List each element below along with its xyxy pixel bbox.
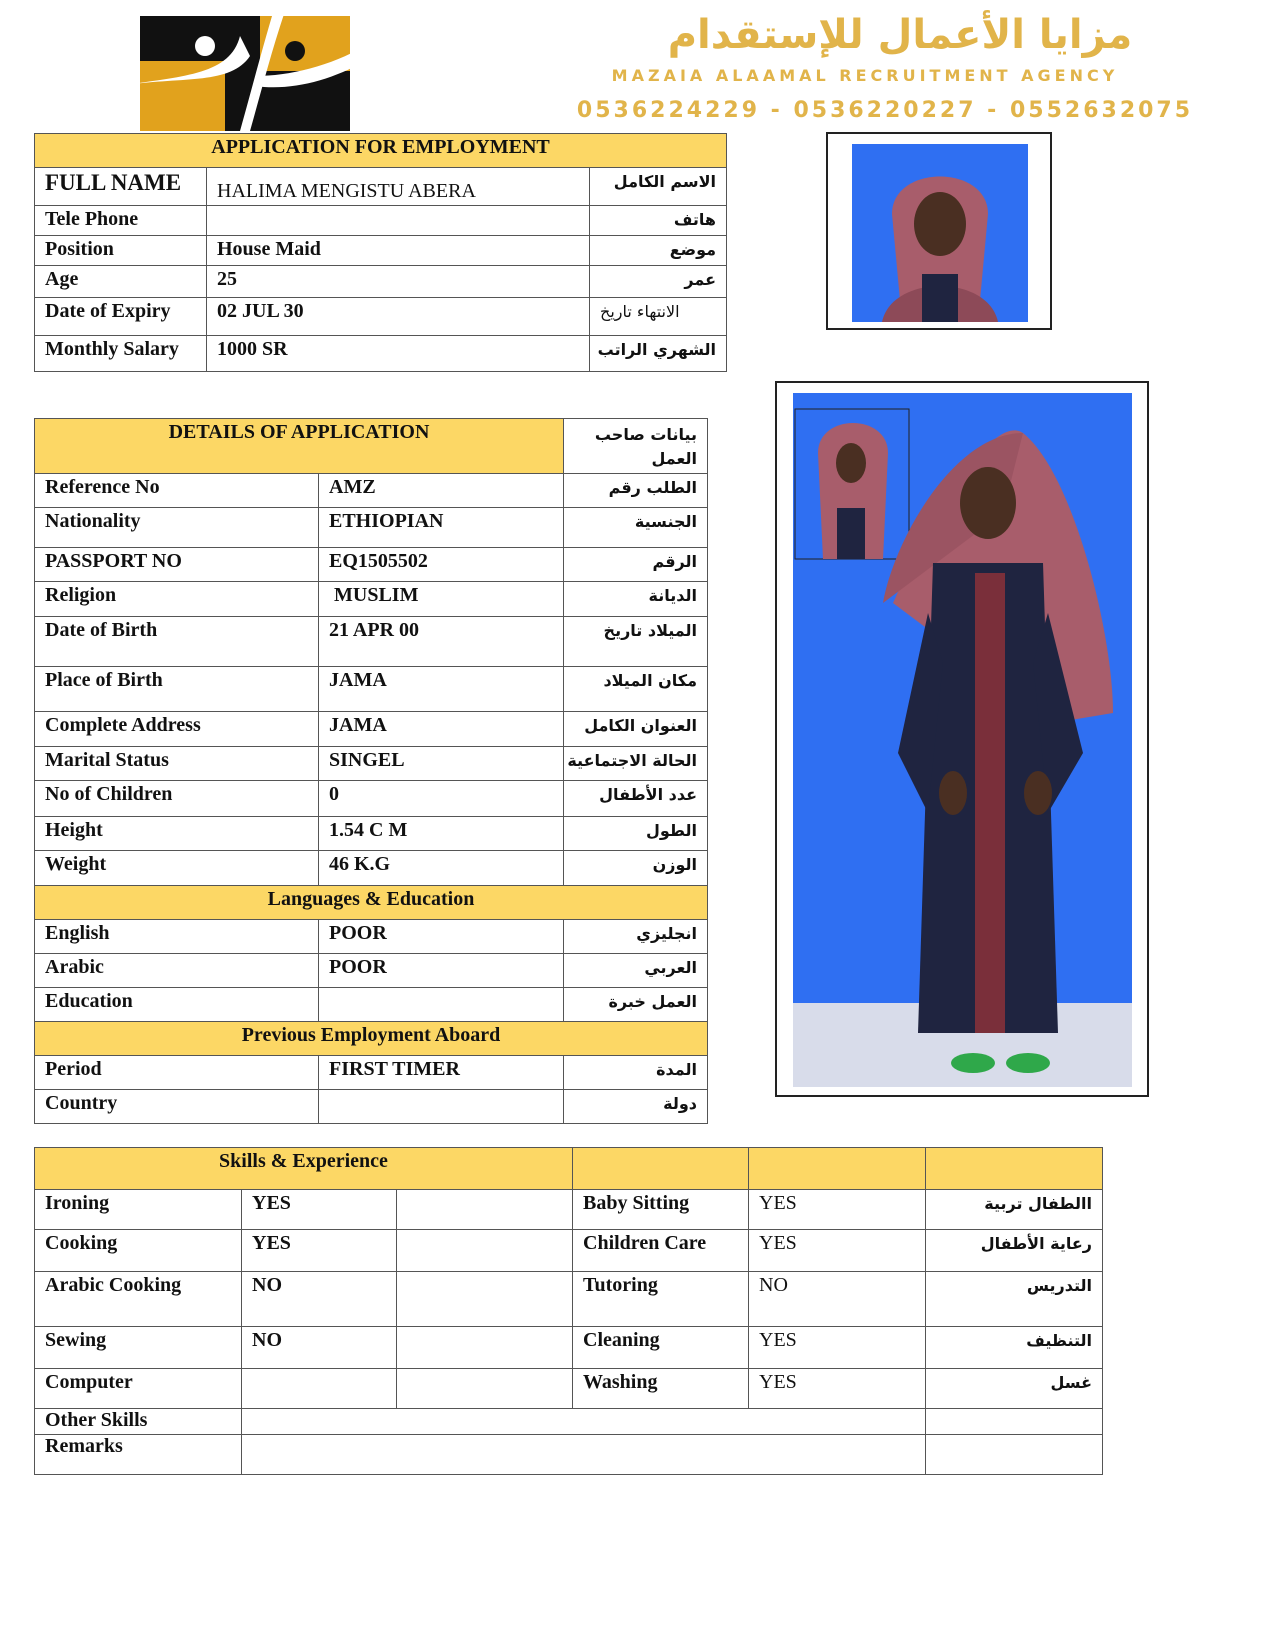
skill-sewing-label: Sewing bbox=[35, 1327, 242, 1369]
nationality-label: Nationality bbox=[35, 508, 319, 548]
full-name-label: FULL NAME bbox=[35, 168, 207, 206]
education-label: Education bbox=[35, 988, 319, 1022]
height-ar: الطول bbox=[564, 817, 708, 851]
address-ar: العنوان الكامل bbox=[564, 712, 708, 747]
skills-header-cell bbox=[926, 1148, 1103, 1190]
pob-ar: مكان الميلاد bbox=[564, 667, 708, 712]
salary-label: Monthly Salary bbox=[35, 336, 207, 372]
skills-header-cell bbox=[749, 1148, 926, 1190]
telephone-ar: هاتف bbox=[590, 206, 727, 236]
expiry-ar: الانتهاء تاريخ bbox=[590, 298, 727, 336]
skill-spacer bbox=[397, 1327, 573, 1369]
weight-value: 46 K.G bbox=[319, 851, 564, 886]
position-ar: موضع bbox=[590, 236, 727, 266]
agency-name-arabic: مزايا الأعمال للإستقدام bbox=[667, 12, 1133, 58]
position-value: House Maid bbox=[207, 236, 590, 266]
children-ar: عدد الأطفال bbox=[564, 781, 708, 817]
religion-ar: الديانة bbox=[564, 582, 708, 617]
reference-value: AMZ bbox=[319, 474, 564, 508]
pob-label: Place of Birth bbox=[35, 667, 319, 712]
children-label: No of Children bbox=[35, 781, 319, 817]
education-value bbox=[319, 988, 564, 1022]
passport-photo-frame bbox=[826, 132, 1052, 330]
expiry-label: Date of Expiry bbox=[35, 298, 207, 336]
skill-baby-sitting-label: Baby Sitting bbox=[573, 1190, 749, 1230]
skill-baby-sitting-value: YES bbox=[749, 1190, 926, 1230]
address-label: Complete Address bbox=[35, 712, 319, 747]
country-ar: دولة bbox=[564, 1090, 708, 1124]
age-value: 25 bbox=[207, 266, 590, 298]
skill-children-care-value: YES bbox=[749, 1230, 926, 1272]
other-skills-label: Other Skills bbox=[35, 1409, 242, 1435]
skill-cleaning-value: YES bbox=[749, 1327, 926, 1369]
skill-spacer bbox=[397, 1190, 573, 1230]
religion-label: Religion bbox=[35, 582, 319, 617]
height-label: Height bbox=[35, 817, 319, 851]
skill-spacer bbox=[397, 1230, 573, 1272]
skill-spacer bbox=[397, 1369, 573, 1409]
dob-value: 21 APR 00 bbox=[319, 617, 564, 667]
passport-label: PASSPORT NO bbox=[35, 548, 319, 582]
previous-employment-title: Previous Employment Aboard bbox=[35, 1022, 708, 1056]
weight-label: Weight bbox=[35, 851, 319, 886]
position-label: Position bbox=[35, 236, 207, 266]
details-title-ar: بيانات صاحب العمل bbox=[564, 419, 708, 474]
age-label: Age bbox=[35, 266, 207, 298]
skill-arabic-cooking-label: Arabic Cooking bbox=[35, 1272, 242, 1327]
reference-ar: الطلب رقم bbox=[564, 474, 708, 508]
remarks-extra bbox=[926, 1435, 1103, 1475]
children-value: 0 bbox=[319, 781, 564, 817]
skill-tutoring-ar: التدريس bbox=[926, 1272, 1103, 1327]
period-value: FIRST TIMER bbox=[319, 1056, 564, 1090]
skill-computer-label: Computer bbox=[35, 1369, 242, 1409]
full-name-ar: الاسم الكامل bbox=[590, 168, 727, 206]
marital-ar: الحالة الاجتماعية bbox=[564, 747, 708, 781]
skills-header-cell bbox=[573, 1148, 749, 1190]
skills-title: Skills & Experience bbox=[35, 1148, 573, 1190]
arabic-label: Arabic bbox=[35, 954, 319, 988]
passport-photo bbox=[852, 144, 1028, 322]
expiry-value: 02 JUL 30 bbox=[207, 298, 590, 336]
details-title: DETAILS OF APPLICATION bbox=[35, 419, 564, 474]
skill-arabic-cooking-value: NO bbox=[242, 1272, 397, 1327]
nationality-value: ETHIOPIAN bbox=[319, 508, 564, 548]
education-ar: العمل خبرة bbox=[564, 988, 708, 1022]
full-body-photo-frame bbox=[775, 381, 1149, 1097]
skill-ironing-label: Ironing bbox=[35, 1190, 242, 1230]
skill-computer-value bbox=[242, 1369, 397, 1409]
nationality-ar: الجنسية bbox=[564, 508, 708, 548]
skill-washing-ar: غسل bbox=[926, 1369, 1103, 1409]
skill-cleaning-label: Cleaning bbox=[573, 1327, 749, 1369]
portrait-icon bbox=[852, 144, 1028, 322]
other-skills-value bbox=[242, 1409, 926, 1435]
details-table bbox=[34, 418, 708, 1124]
skill-children-care-label: Children Care bbox=[573, 1230, 749, 1272]
skill-children-care-ar: رعاية الأطفال bbox=[926, 1230, 1103, 1272]
religion-value: MUSLIM bbox=[319, 582, 564, 617]
marital-value: SINGEL bbox=[319, 747, 564, 781]
telephone-label: Tele Phone bbox=[35, 206, 207, 236]
reference-label: Reference No bbox=[35, 474, 319, 508]
arabic-ar: العربي bbox=[564, 954, 708, 988]
remarks-value bbox=[242, 1435, 926, 1475]
country-value bbox=[319, 1090, 564, 1124]
other-skills-extra bbox=[926, 1409, 1103, 1435]
salary-value: 1000 SR bbox=[207, 336, 590, 372]
weight-ar: الوزن bbox=[564, 851, 708, 886]
pob-value: JAMA bbox=[319, 667, 564, 712]
remarks-label: Remarks bbox=[35, 1435, 242, 1475]
passport-value: EQ1505502 bbox=[319, 548, 564, 582]
skill-cooking-value: YES bbox=[242, 1230, 397, 1272]
dob-label: Date of Birth bbox=[35, 617, 319, 667]
skill-cooking-label: Cooking bbox=[35, 1230, 242, 1272]
passport-ar: الرقم bbox=[564, 548, 708, 582]
period-label: Period bbox=[35, 1056, 319, 1090]
english-value: POOR bbox=[319, 920, 564, 954]
period-ar: المدة bbox=[564, 1056, 708, 1090]
skill-cleaning-ar: التنظيف bbox=[926, 1327, 1103, 1369]
skill-washing-label: Washing bbox=[573, 1369, 749, 1409]
height-value: 1.54 C M bbox=[319, 817, 564, 851]
full-body-photo bbox=[793, 393, 1132, 1087]
english-label: English bbox=[35, 920, 319, 954]
agency-logo bbox=[120, 6, 365, 136]
skill-ironing-value: YES bbox=[242, 1190, 397, 1230]
skill-tutoring-label: Tutoring bbox=[573, 1272, 749, 1327]
skill-sewing-value: NO bbox=[242, 1327, 397, 1369]
languages-title: Languages & Education bbox=[35, 886, 708, 920]
skill-spacer bbox=[397, 1272, 573, 1327]
skill-washing-value: YES bbox=[749, 1369, 926, 1409]
marital-label: Marital Status bbox=[35, 747, 319, 781]
skills-table bbox=[34, 1147, 1103, 1475]
dob-ar: الميلاد تاريخ bbox=[564, 617, 708, 667]
agency-phones: 0536224229 - 0536220227 - 0552632075 bbox=[576, 98, 1194, 123]
standing-figure-icon bbox=[793, 393, 1132, 1087]
salary-ar: الشهري الراتب bbox=[590, 336, 727, 372]
address-value: JAMA bbox=[319, 712, 564, 747]
agency-name-english: MAZAIA ALAAMAL RECRUITMENT AGENCY bbox=[611, 66, 1119, 85]
age-ar: عمر bbox=[590, 266, 727, 298]
skill-tutoring-value: NO bbox=[749, 1272, 926, 1327]
full-name-value: HALIMA MENGISTU ABERA bbox=[207, 168, 590, 206]
application-table bbox=[34, 133, 727, 372]
telephone-value bbox=[207, 206, 590, 236]
skill-baby-sitting-ar: االطفال تربية bbox=[926, 1190, 1103, 1230]
country-label: Country bbox=[35, 1090, 319, 1124]
english-ar: انجليزي bbox=[564, 920, 708, 954]
application-title: APPLICATION FOR EMPLOYMENT bbox=[35, 134, 727, 168]
arabic-value: POOR bbox=[319, 954, 564, 988]
